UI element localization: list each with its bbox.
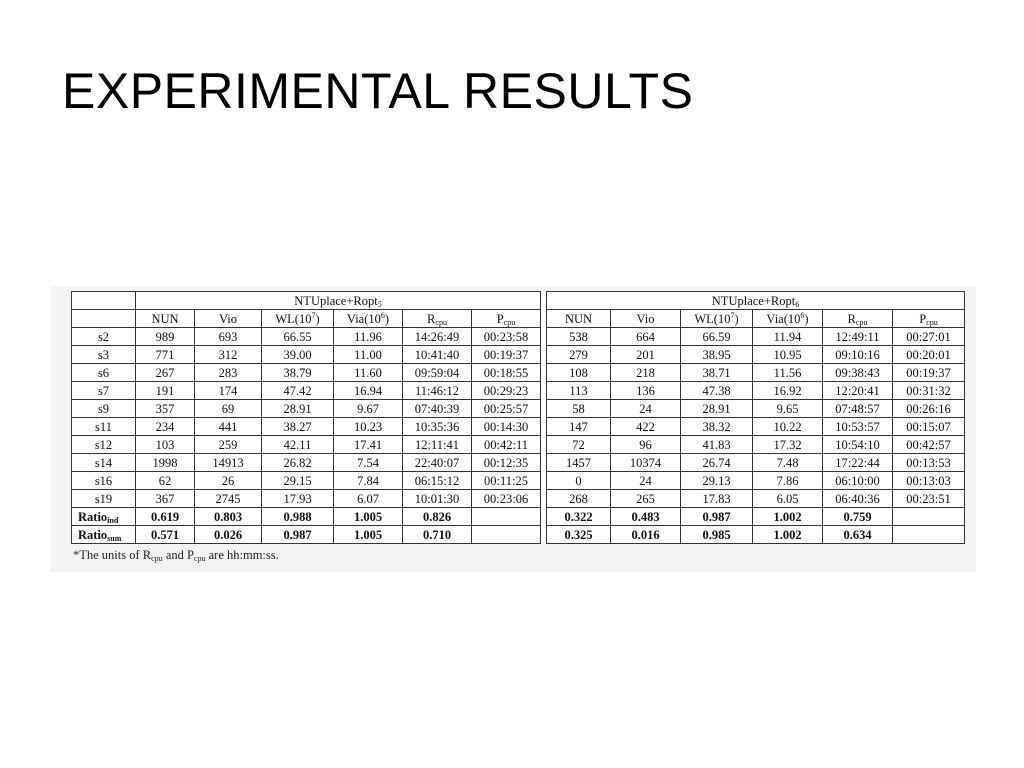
column-header-text: R	[427, 311, 436, 326]
table-cell: 26.82	[262, 454, 334, 472]
ratio-label-text: Ratio	[78, 527, 108, 542]
column-header-sub: cpu	[435, 317, 447, 327]
table-cell: 47.42	[262, 382, 334, 400]
table-row	[72, 400, 965, 418]
table-cell: 0	[547, 472, 611, 490]
table-row	[72, 328, 965, 346]
table-footnote: *The units of $R_{cpu}$ and $P_{cpu}$ are hh:mm:ss.	[73, 548, 279, 563]
table-cell: 771	[136, 346, 195, 364]
table-cell: 17.32	[753, 436, 823, 454]
table-cell: 00:13:03	[893, 472, 965, 490]
table-cell: 38.95	[681, 346, 753, 364]
table-cell: 1998	[136, 454, 195, 472]
table-cell: 7.84	[334, 472, 403, 490]
table-cell: 11:46:12	[403, 382, 472, 400]
ratio-label-text: Ratio	[78, 509, 108, 524]
table-cell: 69	[195, 400, 262, 418]
column-header-sub: cpu	[503, 317, 516, 327]
table-cell: 42.11	[262, 436, 334, 454]
table-row	[72, 382, 965, 400]
column-header	[893, 310, 965, 328]
table-cell: 39.00	[262, 346, 334, 364]
group-header-row	[72, 292, 965, 310]
column-header-sub: cpu	[926, 317, 938, 327]
table-cell: 00:42:11	[472, 436, 541, 454]
table-cell: 367	[136, 490, 195, 508]
table-cell: 17.93	[262, 490, 334, 508]
column-header	[403, 310, 472, 328]
table-cell: 113	[547, 382, 611, 400]
table-cell: 24	[611, 472, 681, 490]
table-row	[72, 454, 965, 472]
table-cell: 267	[136, 364, 195, 382]
table-cell: 66.59	[681, 328, 753, 346]
table-cell: 7.54	[334, 454, 403, 472]
table-row	[72, 346, 965, 364]
table-cell: 07:40:39	[403, 400, 472, 418]
table-cell: 58	[547, 400, 611, 418]
column-header-text: Via(10	[346, 311, 381, 326]
table-cell: 664	[611, 328, 681, 346]
column-header-sup: 7	[730, 310, 735, 320]
group-header-sub: 5	[377, 299, 382, 309]
row-label: s2	[72, 328, 136, 346]
ratio-cell: 1.002	[753, 508, 823, 526]
table-cell: 2745	[195, 490, 262, 508]
results-table	[71, 291, 965, 544]
table-row	[72, 490, 965, 508]
table-cell: 47.38	[681, 382, 753, 400]
table-cell: 17.83	[681, 490, 753, 508]
ratio-cell: 0.988	[262, 508, 334, 526]
column-header-text: Via(10	[766, 311, 801, 326]
table-cell: 10:54:10	[823, 436, 893, 454]
table-cell: 191	[136, 382, 195, 400]
table-cell: 17:22:44	[823, 454, 893, 472]
table-cell: 38.27	[262, 418, 334, 436]
column-header-text: R	[847, 311, 856, 326]
table-cell: 00:13:53	[893, 454, 965, 472]
row-label: s3	[72, 346, 136, 364]
row-label: s6	[72, 364, 136, 382]
group-header-text: NTUplace+Ropt	[711, 293, 796, 308]
table-cell: 693	[195, 328, 262, 346]
group-header-2	[547, 292, 965, 310]
table-cell: 41.83	[681, 436, 753, 454]
column-header-text: P	[919, 311, 927, 326]
table-cell: 22:40:07	[403, 454, 472, 472]
table-cell: 12:11:41	[403, 436, 472, 454]
table-cell: 38.32	[681, 418, 753, 436]
results-table-image	[50, 286, 976, 572]
table-cell: 00:27:01	[893, 328, 965, 346]
table-cell: 00:23:58	[472, 328, 541, 346]
table-cell: 10:35:36	[403, 418, 472, 436]
column-header-text: Vio	[636, 311, 655, 326]
column-header-tail: )	[315, 311, 320, 326]
column-header-sup: 7	[311, 310, 316, 320]
table-cell: 10:53:57	[823, 418, 893, 436]
table-cell: 28.91	[262, 400, 334, 418]
column-header-text: WL(10	[275, 311, 312, 326]
table-cell: 00:12:35	[472, 454, 541, 472]
column-header-text: Vio	[219, 311, 237, 326]
table-cell: 108	[547, 364, 611, 382]
ratio-cell	[472, 508, 541, 526]
table-cell: 265	[611, 490, 681, 508]
ratio-cell: 0.026	[195, 526, 262, 544]
table-cell: 09:59:04	[403, 364, 472, 382]
table-cell: 441	[195, 418, 262, 436]
table-cell: 10.22	[753, 418, 823, 436]
column-header-tail: )	[804, 311, 809, 326]
row-label: s12	[72, 436, 136, 454]
table-cell: 147	[547, 418, 611, 436]
table-cell: 11.56	[753, 364, 823, 382]
table-cell: 268	[547, 490, 611, 508]
table-cell: 10374	[611, 454, 681, 472]
column-header	[611, 310, 681, 328]
table-cell: 6.07	[334, 490, 403, 508]
column-header-row	[72, 310, 965, 328]
ratio-cell: 0.634	[823, 526, 893, 544]
table-cell: 14:26:49	[403, 328, 472, 346]
column-header-tail: )	[384, 311, 390, 326]
table-cell: 259	[195, 436, 262, 454]
column-header	[334, 310, 403, 328]
table-cell: 14913	[195, 454, 262, 472]
row-label: s14	[72, 454, 136, 472]
ratio-cell: 0.016	[611, 526, 681, 544]
column-header	[262, 310, 334, 328]
ratio-cell: 1.005	[334, 508, 403, 526]
column-header-sub: cpu	[855, 317, 868, 327]
table-cell: 66.55	[262, 328, 334, 346]
ratio-cell	[893, 526, 965, 544]
table-cell: 28.91	[681, 400, 753, 418]
column-header	[472, 310, 541, 328]
table-cell: 10:01:30	[403, 490, 472, 508]
table-cell: 357	[136, 400, 195, 418]
corner-cell	[72, 310, 136, 328]
row-label: s7	[72, 382, 136, 400]
table-cell: 10:41:40	[403, 346, 472, 364]
table-cell: 1457	[547, 454, 611, 472]
ratio-label	[72, 508, 136, 526]
ratio-cell: 0.759	[823, 508, 893, 526]
table-row	[72, 364, 965, 382]
column-header	[136, 310, 195, 328]
table-cell: 16.94	[334, 382, 403, 400]
table-cell: 00:23:51	[893, 490, 965, 508]
table-cell: 7.48	[753, 454, 823, 472]
table-cell: 00:26:16	[893, 400, 965, 418]
table-cell: 11.96	[334, 328, 403, 346]
table-cell: 538	[547, 328, 611, 346]
group-header-sub: 6	[795, 299, 800, 309]
table-cell: 00:11:25	[472, 472, 541, 490]
column-header-text: P	[496, 311, 504, 326]
ratio-cell: 1.002	[753, 526, 823, 544]
table-cell: 09:38:43	[823, 364, 893, 382]
table-cell: 26.74	[681, 454, 753, 472]
ratio-cell	[472, 526, 541, 544]
table-cell: 00:14:30	[472, 418, 541, 436]
table-cell: 201	[611, 346, 681, 364]
ratio-cell: 0.571	[136, 526, 195, 544]
column-header-tail: )	[734, 311, 739, 326]
table-cell: 00:23:06	[472, 490, 541, 508]
table-cell: 07:48:57	[823, 400, 893, 418]
ratio-cell: 0.826	[403, 508, 472, 526]
row-label: s16	[72, 472, 136, 490]
ratio-cell: 0.322	[547, 508, 611, 526]
table-cell: 00:18:55	[472, 364, 541, 382]
ratio-cell: 0.985	[681, 526, 753, 544]
column-header	[753, 310, 823, 328]
table-cell: 283	[195, 364, 262, 382]
table-cell: 11.60	[334, 364, 403, 382]
ratio-cell: 0.803	[195, 508, 262, 526]
table-cell: 00:31:32	[893, 382, 965, 400]
column-header	[823, 310, 893, 328]
table-cell: 10.95	[753, 346, 823, 364]
ratio-row	[72, 508, 965, 526]
table-cell: 11.00	[334, 346, 403, 364]
table-cell: 00:29:23	[472, 382, 541, 400]
ratio-cell: 1.005	[334, 526, 403, 544]
group-header-text: NTUplace+Ropt	[294, 293, 378, 308]
table-cell: 06:10:00	[823, 472, 893, 490]
row-label: s11	[72, 418, 136, 436]
table-cell: 38.79	[262, 364, 334, 382]
table-cell: 00:42:57	[893, 436, 965, 454]
table-cell: 12:20:41	[823, 382, 893, 400]
table-cell: 6.05	[753, 490, 823, 508]
table-cell: 72	[547, 436, 611, 454]
table-cell: 24	[611, 400, 681, 418]
table-cell: 26	[195, 472, 262, 490]
ratio-cell: 0.483	[611, 508, 681, 526]
table-cell: 00:15:07	[893, 418, 965, 436]
table-row	[72, 436, 965, 454]
column-header	[195, 310, 262, 328]
table-cell: 00:19:37	[472, 346, 541, 364]
table-cell: 62	[136, 472, 195, 490]
column-header-sup: 6	[800, 310, 805, 320]
column-header-text: WL(10	[694, 311, 731, 326]
corner-cell	[72, 292, 136, 310]
ratio-cell: 0.619	[136, 508, 195, 526]
table-cell: 06:15:12	[403, 472, 472, 490]
table-cell: 103	[136, 436, 195, 454]
ratio-label	[72, 526, 136, 544]
table-cell: 422	[611, 418, 681, 436]
table-cell: 12:49:11	[823, 328, 893, 346]
table-row	[72, 418, 965, 436]
table-cell: 00:25:57	[472, 400, 541, 418]
column-header	[547, 310, 611, 328]
table-cell: 29.15	[262, 472, 334, 490]
table-cell: 174	[195, 382, 262, 400]
ratio-cell: 0.987	[681, 508, 753, 526]
ratio-cell: 0.710	[403, 526, 472, 544]
table-cell: 00:19:37	[893, 364, 965, 382]
ratio-label-sub: sum	[107, 533, 122, 543]
ratio-cell	[893, 508, 965, 526]
ratio-label-sub: ind	[107, 515, 119, 525]
table-cell: 09:10:16	[823, 346, 893, 364]
table-cell: 279	[547, 346, 611, 364]
table-cell: 136	[611, 382, 681, 400]
column-header-sup: 6	[380, 310, 385, 320]
slide-title: EXPERIMENTAL RESULTS	[62, 63, 694, 119]
table-cell: 38.71	[681, 364, 753, 382]
table-cell: 11.94	[753, 328, 823, 346]
table-cell: 234	[136, 418, 195, 436]
table-cell: 9.65	[753, 400, 823, 418]
table-cell: 9.67	[334, 400, 403, 418]
table-cell: 312	[195, 346, 262, 364]
table-cell: 989	[136, 328, 195, 346]
ratio-row	[72, 526, 965, 544]
table-cell: 29.13	[681, 472, 753, 490]
table-cell: 16.92	[753, 382, 823, 400]
table-cell: 10.23	[334, 418, 403, 436]
column-header	[681, 310, 753, 328]
table-cell: 96	[611, 436, 681, 454]
ratio-cell: 0.987	[262, 526, 334, 544]
group-header-1	[136, 292, 541, 310]
table-cell: 218	[611, 364, 681, 382]
column-header-text: NUN	[564, 311, 593, 326]
row-label: s9	[72, 400, 136, 418]
table-cell: 06:40:36	[823, 490, 893, 508]
table-row	[72, 472, 965, 490]
table-cell: 17.41	[334, 436, 403, 454]
table-cell: 7.86	[753, 472, 823, 490]
table-cell: 00:20:01	[893, 346, 965, 364]
column-header-text: NUN	[151, 311, 179, 326]
row-label: s19	[72, 490, 136, 508]
ratio-cell: 0.325	[547, 526, 611, 544]
